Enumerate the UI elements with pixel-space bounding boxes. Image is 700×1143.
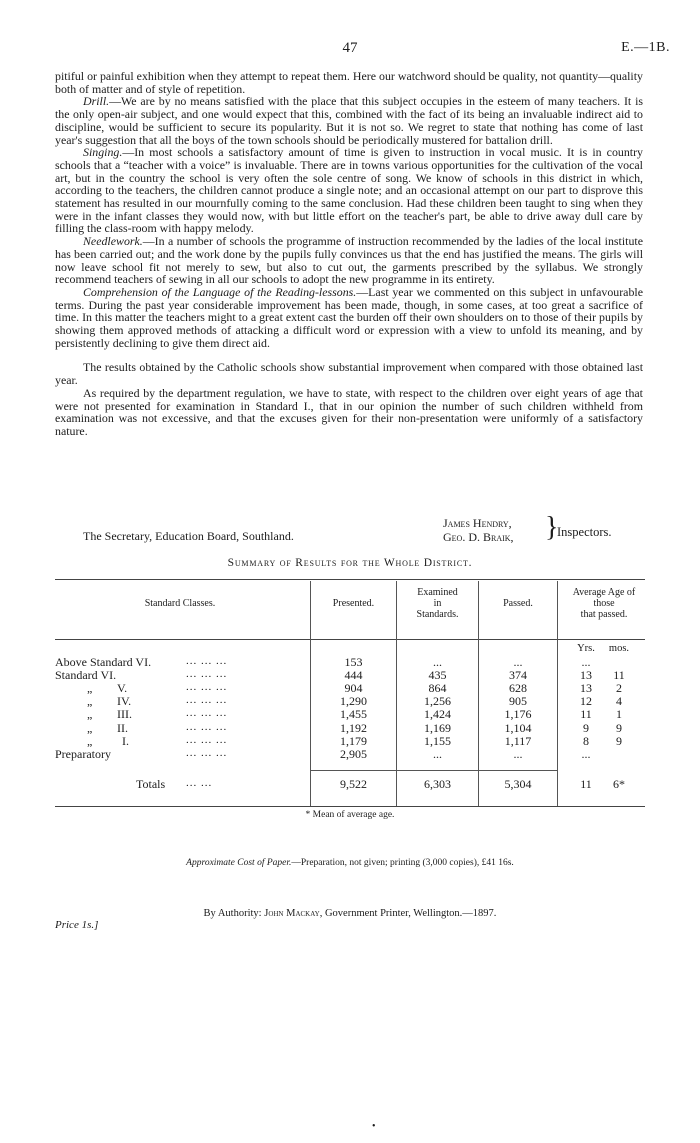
leader-dots: ... ... ... — [186, 733, 228, 746]
cell-presented: 1,290 — [340, 694, 367, 709]
inspectors-title: Inspectors. — [557, 525, 612, 539]
ditto-mark: „ — [87, 681, 93, 696]
cell-mos: 9 — [616, 720, 622, 735]
inspector-names — [443, 516, 514, 544]
total-examined: 6,303 — [424, 777, 451, 791]
totals-rule — [311, 770, 557, 771]
row-label: III. — [117, 707, 132, 722]
row-label: Above Standard VI. — [55, 655, 152, 669]
header-examined-line-2: in — [433, 598, 442, 609]
header-examined-line-3: Standards. — [416, 609, 459, 620]
header-average-age — [558, 587, 650, 620]
leader-dots: ... ... ... — [186, 655, 228, 667]
comprehension-text: —Last year we commented on this subject in unfavourable terms. During the past year considerable improvement has been made, though, in some cases, at too great a sacrifice of time. In this matter the teachers might to a great extent cast the burden off their own shoulders on to those of their pupils by showing them approved methods of attacking a difficult word or expression with a view to unfold its meaning, and by persistently declining to give them direct aid. — [55, 284, 643, 350]
paragraph-comprehension — [55, 286, 643, 350]
unit-months: mos. — [608, 643, 630, 654]
report-body — [55, 70, 643, 438]
cell-passed: 1,117 — [504, 733, 532, 748]
cell-examined: 435 — [428, 668, 447, 683]
cell-yrs: 13 — [580, 681, 592, 696]
cell-presented: 2,905 — [340, 746, 367, 761]
addressee: The Secretary, Education Board, Southland. — [83, 529, 294, 543]
paragraph-catholic: The results obtained by the Catholic schools show substantial improvement when compared with those obtained last year. — [55, 360, 643, 388]
authority-suffix: , Government Printer, Wellington.—1897. — [319, 908, 497, 919]
leader-dots: ... ... ... — [186, 681, 228, 694]
cell-passed: ... — [513, 655, 523, 669]
cell-mos: 9 — [616, 733, 622, 748]
cost-of-paper — [0, 858, 700, 868]
totals-label: Totals — [136, 777, 166, 791]
singing-text: —In most schools a satisfactory amount of time is given to instruction in vocal music. It is in country schools that a “teacher with a voice” is invaluable. There are in towns various opportunities for the cultivation of the vocal art, but in the country the school is very often the sole centre of song. We know of schools in this district in which, according to the teachers, the children cannot produce a single note; and an occasional attempt on our part to disprove this statement has resulted in our mournfully coming to the same conclusion. Had these children been taught to sing when they were in the infant classes they would now, with but little effort on the teacher's part, be able to drive away dull care by filling the class-room with happy melody. — [55, 145, 643, 236]
header-age-line-2: those — [593, 598, 615, 609]
cell-passed: ... — [513, 746, 523, 761]
comprehension-heading: Comprehension of the Language of the Reading-lessons. — [83, 284, 357, 299]
cost-label: Approximate Cost of Paper. — [186, 858, 292, 868]
header-examined — [397, 587, 478, 620]
cell-examined: ... — [433, 655, 442, 669]
price-note: Price 1s.] — [55, 919, 99, 931]
cell-examined: 864 — [428, 681, 447, 696]
header-age-line-3: that passed. — [580, 609, 628, 620]
ditto-mark: „ — [87, 720, 93, 735]
total-mos: 6* — [613, 777, 625, 791]
signature-block — [55, 514, 643, 544]
leader-dots: ... ... ... — [186, 746, 228, 759]
cell-examined: 1,424 — [424, 707, 451, 722]
footnote: * Mean of average age. — [305, 810, 395, 820]
cell-presented: 444 — [344, 668, 363, 683]
singing-heading: Singing. — [83, 145, 123, 160]
cell-presented: 904 — [344, 681, 363, 696]
cell-mos: 1 — [616, 707, 622, 722]
drill-heading: Drill. — [83, 94, 110, 109]
paragraph-drill — [55, 95, 643, 146]
row-label: Standard VI. — [55, 668, 117, 683]
leader-dots: ... ... ... — [186, 720, 228, 733]
cell-presented: 1,455 — [340, 707, 367, 722]
leader-dots: ... ... — [186, 777, 213, 789]
brace-glyph: } — [545, 512, 559, 543]
needlework-text: —In a number of schools the programme of instruction recommended by the ladies of the local institute has been carried out; and the work done by the pupils fully convinces us that the end has justified the means. The girls will now leave school fit not merely to sew, but also to cut out, the garments prescribed by the syllabus. We strongly recommend teachers of sewing in all our schools to adopt the new programme in its entirety. — [55, 234, 643, 287]
cell-presented: 1,179 — [340, 733, 367, 748]
cell-passed: 628 — [509, 681, 527, 696]
cell-examined: 1,256 — [424, 694, 451, 709]
document-reference: E.—1B. — [621, 40, 670, 55]
header-age-line-1: Average Age of — [572, 587, 636, 598]
cell-yrs: 9 — [583, 720, 589, 735]
leader-dots: ... ... ... — [186, 707, 228, 720]
ditto-mark: „ — [87, 707, 93, 722]
print-mark: • — [372, 1121, 376, 1132]
printer-name: John Mackay — [264, 908, 320, 919]
row-label: IV. — [117, 694, 132, 709]
cell-passed: 905 — [509, 694, 527, 709]
cell-mos: 4 — [616, 694, 622, 709]
cell-yrs: ... — [581, 746, 591, 761]
cell-passed: 1,104 — [504, 720, 532, 735]
cell-presented: 1,192 — [340, 720, 367, 735]
row-label: Preparatory — [55, 746, 111, 761]
cell-yrs: ... — [581, 655, 591, 669]
leader-dots: ... ... ... — [186, 694, 228, 707]
unit-years: Yrs. — [577, 643, 595, 654]
cell-mos: 2 — [616, 681, 622, 696]
total-passed: 5,304 — [504, 777, 532, 791]
cell-yrs: 8 — [583, 733, 589, 748]
cell-yrs: 11 — [580, 707, 592, 722]
cell-yrs: 13 — [580, 668, 592, 683]
header-standard-classes: Standard Classes. — [144, 598, 216, 609]
authority-prefix: By Authority: — [203, 908, 265, 919]
page-number: 47 — [342, 40, 358, 56]
cell-examined: ... — [433, 746, 442, 761]
ditto-mark: „ — [87, 694, 93, 709]
total-yrs: 11 — [580, 777, 592, 791]
drill-text: —We are by no means satisfied with the place that this subject occupies in the esteem of many teachers. It is the only open-air subject, and one would expect that this, combined with the fact of its being an invaluable indirect aid to discipline, would be sufficient to secure its popularity. But it is not so. We regret to state that nothing has come of last year's suggestion that all the boys of the town schools should be periodically mustered for battalion drill. — [55, 94, 643, 147]
paragraph-regulation: As required by the department regulation, we have to state, with respect to the children over eight years of age that were not presented for examination in Standard I., that in our opinion the number of such children withheld from examination was not excessive, and that the excuses given for their non-presentation were uniformly of a satisfactory nature. — [55, 385, 643, 438]
table-top-rule — [55, 579, 645, 580]
row-label: V. — [117, 681, 128, 696]
printer-authority — [0, 908, 700, 919]
inspector-name-2: Geo. D. Braik, — [443, 530, 514, 544]
cell-examined: 1,155 — [424, 733, 451, 748]
header-passed: Passed. — [503, 598, 533, 609]
paragraph-continuation: pitiful or painful exhibition when they attempt to repeat them. Here our watchword should be quality, not quantity—quality both of matter and of style of repetition. — [55, 69, 643, 96]
row-label: II. — [117, 720, 128, 735]
cell-passed: 374 — [509, 668, 527, 683]
cost-text: —Preparation, not given; printing (3,000 copies), £41 16s. — [291, 858, 514, 868]
needlework-heading: Needlework. — [83, 234, 143, 249]
leader-dots: ... ... ... — [186, 668, 228, 681]
ditto-mark: „ — [87, 733, 93, 748]
cell-examined: 1,169 — [424, 720, 451, 735]
cell-presented: 153 — [344, 655, 363, 669]
header-examined-line-1: Examined — [417, 587, 458, 598]
header-presented: Presented. — [332, 598, 375, 609]
cell-passed: 1,176 — [504, 707, 532, 722]
inspector-name-1: James Hendry, — [443, 516, 512, 530]
table-title: Summary of Results for the Whole District. — [227, 557, 473, 569]
table-bottom-rule — [55, 806, 645, 807]
total-presented: 9,522 — [340, 777, 367, 791]
cell-mos: 11 — [613, 668, 625, 683]
row-label: I. — [122, 733, 129, 748]
paragraph-needlework — [55, 235, 643, 286]
cell-yrs: 12 — [580, 694, 592, 709]
paragraph-singing — [55, 146, 643, 235]
